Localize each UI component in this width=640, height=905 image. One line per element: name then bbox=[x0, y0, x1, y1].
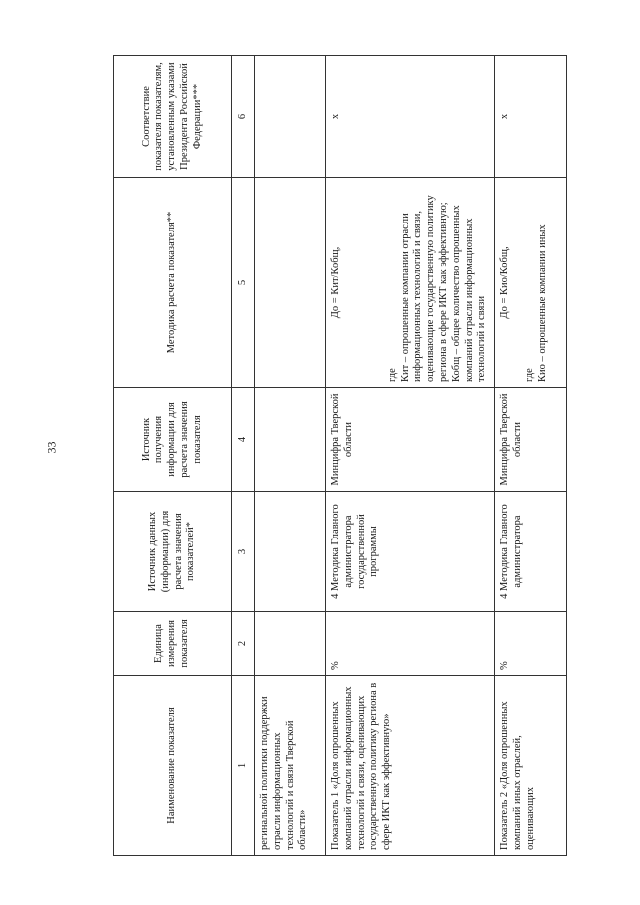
data-source: 4 Методика Главного администратора bbox=[495, 492, 567, 612]
header-row bbox=[114, 56, 232, 856]
method bbox=[495, 178, 567, 388]
page-number: 33 bbox=[44, 441, 59, 454]
header-data-source: Источник данных (информации) для расчета значения показателей* bbox=[114, 492, 232, 612]
info-source bbox=[255, 388, 326, 492]
unit: % bbox=[495, 612, 567, 676]
info-source: Минцифра Тверской области bbox=[495, 388, 567, 492]
table-row bbox=[326, 56, 495, 856]
header-method: Методика расчета показателя** bbox=[114, 178, 232, 388]
where-label: где bbox=[386, 368, 398, 382]
data-source: 4 Методика Главного администратора государственной программы bbox=[326, 492, 495, 612]
indicator-name: регинальной политики поддержки отрасли информационных технологий и связи Тверской области» bbox=[255, 676, 326, 856]
correspondence: х bbox=[495, 56, 567, 178]
correspondence bbox=[255, 56, 326, 178]
info-source: Минцифра Тверской области bbox=[326, 388, 495, 492]
method bbox=[326, 178, 495, 388]
indicator-table-sheet bbox=[113, 56, 548, 856]
column-number: 3 bbox=[232, 492, 255, 612]
indicator-name: Показатель 2 «Доля опрошенных компаний иных отраслей, оценивающих bbox=[495, 676, 567, 856]
header-unit: Единица измерения показателя bbox=[114, 612, 232, 676]
correspondence: х bbox=[326, 56, 495, 178]
formula: До = Кио/Кобщ, bbox=[499, 246, 510, 319]
unit: % bbox=[326, 612, 495, 676]
data-source bbox=[255, 492, 326, 612]
method bbox=[255, 178, 326, 388]
column-number: 6 bbox=[232, 56, 255, 178]
column-number: 2 bbox=[232, 612, 255, 676]
formula: До = Кит/Кобщ, bbox=[330, 246, 341, 319]
column-number-row bbox=[232, 56, 255, 856]
formula-explanation: Кит – опрошенные компании отрасли информационных технологий и связи, оценивающие государственную политику региона в сфере ИКТ как эффективную; Кобщ – общее количество опрошенных компаний отрасли информационных технологий и связи bbox=[399, 195, 488, 382]
header-correspondence: Соответствие показателя показателям, установленным указами Президента Российской Федерации*** bbox=[114, 56, 232, 178]
indicator-table bbox=[113, 55, 567, 856]
header-info-source: Источник получения информации для расчета значения показателя bbox=[114, 388, 232, 492]
header-indicator-name: Наименование показателя bbox=[114, 676, 232, 856]
table-row bbox=[255, 56, 326, 856]
column-number: 1 bbox=[232, 676, 255, 856]
table-row bbox=[495, 56, 567, 856]
column-number: 4 bbox=[232, 388, 255, 492]
column-number: 5 bbox=[232, 178, 255, 388]
formula-explanation: Кио – опрошенные компании иных bbox=[536, 224, 548, 382]
where-label: где bbox=[523, 368, 535, 382]
unit bbox=[255, 612, 326, 676]
indicator-name: Показатель 1 «Доля опрошенных компаний отрасли информационных технологий и связи, оценивающих государственную политику региона в сфере ИКТ как эффективную» bbox=[326, 676, 495, 856]
